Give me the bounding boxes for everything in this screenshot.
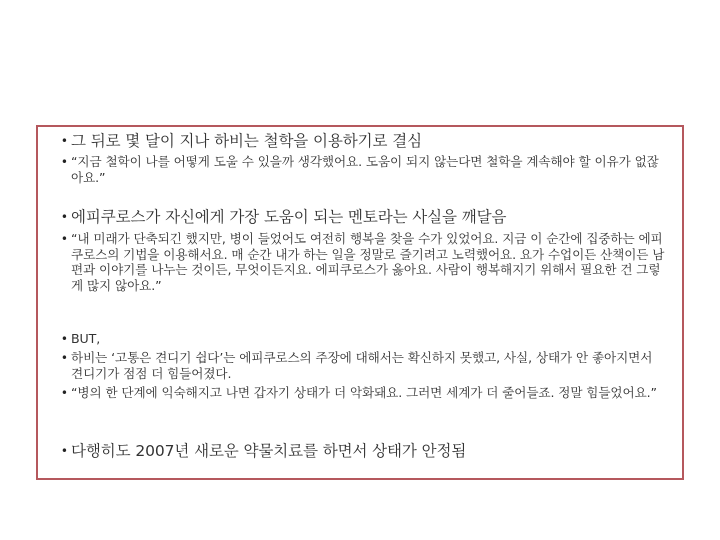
bullet-text: 에피쿠로스가 자신에게 가장 도움이 되는 멘토라는 사실을 깨달음 [71,208,507,226]
content-box [36,125,684,480]
bullet-text: “병의 한 단계에 익숙해지고 나면 갑자기 상태가 더 악화돼요. 그러면 세계가 더 줄어들죠. 정말 힘들었어요.” [71,385,657,400]
bullet-dot: • [60,155,68,169]
bullet-dot: • [60,232,68,246]
bullet-dot: • [60,210,68,224]
bullet-dot: • [60,332,68,346]
bullet-dot: • [60,444,68,458]
bullet-text: “지금 철학이 나를 어떻게 도울 수 있을까 생각했어요. 도움이 되지 않는다면 철학을 계속해야 할 이유가 없잖아요.” [71,154,659,185]
bullet-text: 하비는 ‘고통은 견디기 쉽다’는 에피쿠로스의 주장에 대해서는 확신하지 못했고, 사실, 상태가 안 좋아지면서 견디기가 점점 더 힘들어졌다. [71,350,653,381]
bullet-dot: • [60,386,68,400]
bullet-text: BUT, [71,331,101,346]
bullet-text: 다행히도 2007년 새로운 약물치료를 하면서 상태가 안정됨 [71,442,467,460]
bullet-dot: • [60,351,68,365]
bullet-text: “내 미래가 단축되긴 했지만, 병이 들었어도 여전히 행복을 찾을 수가 있었어요. 지금 이 순간에 집중하는 에피쿠로스의 기법을 이용해서요. 매 순간 내가 하는 일을 정말로 즐기려고 노력했어요. 요가 수업이든 산책이든 남편과 이야기를 나누는 것이든, 무엇이든지요. 에피쿠로스가 옳아요. 사람이 행복해지기 위해서 필요한 건 그렇게 많지 않아요.” [71,231,665,293]
bullet-text: 그 뒤로 몇 달이 지나 하비는 철학을 이용하기로 결심 [71,132,422,150]
bullet-dot: • [60,134,68,148]
